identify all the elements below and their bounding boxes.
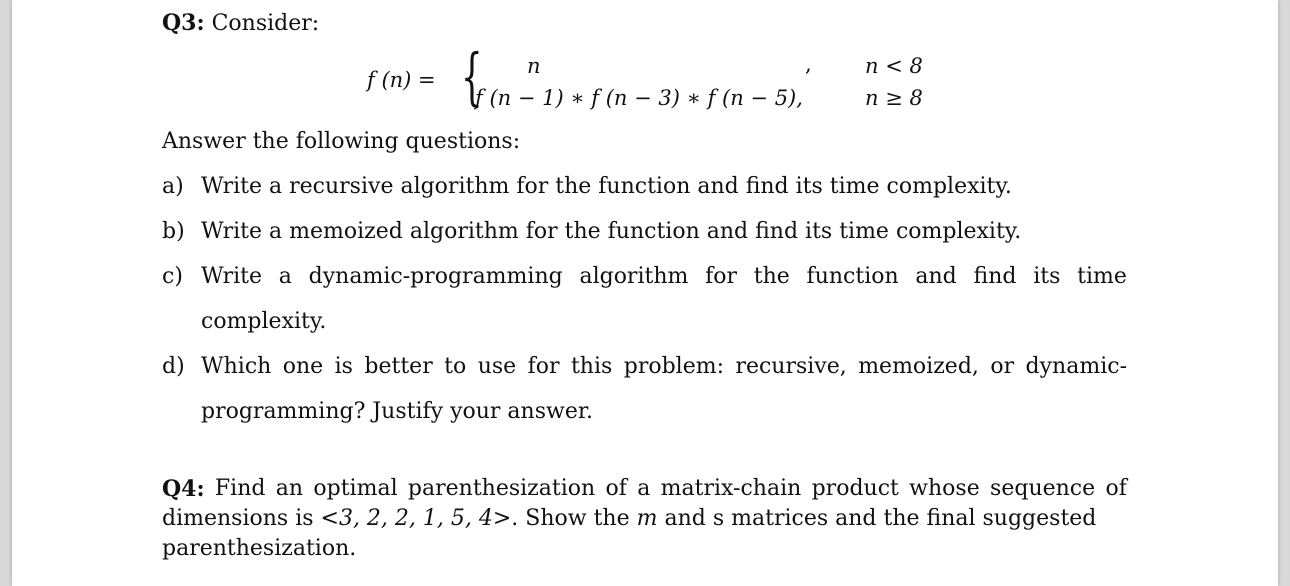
q3-heading: [162, 8, 319, 39]
item-c-letter: c): [162, 264, 183, 289]
q4-line3: parenthesization.: [162, 536, 357, 561]
q4-line1: [162, 474, 1127, 504]
q4-dimensions: <3, 2, 2, 1, 5, 4>: [320, 506, 512, 531]
q4-line2-part-c: and s matrices and the final suggested: [657, 506, 1097, 531]
formula-lhs: f (n) =: [367, 68, 436, 92]
formula-brace: {: [461, 40, 483, 113]
word: time: [1077, 264, 1127, 289]
word: and: [915, 264, 957, 289]
item-b-text: Write a memoized algorithm for the function and find its time complexity.: [201, 219, 1022, 244]
word: of: [605, 476, 627, 501]
q3-intro: Answer the following questions:: [162, 129, 521, 154]
formula-case1-expression: n: [527, 54, 541, 78]
word: whose: [909, 476, 980, 501]
word: sequence: [990, 476, 1096, 501]
word: better: [364, 354, 433, 379]
word: optimal: [313, 476, 398, 501]
piecewise-formula: [367, 40, 947, 116]
word: Which: [201, 354, 272, 379]
word: function: [806, 264, 899, 289]
q4-label: Q4:: [162, 476, 205, 502]
word: Find: [214, 476, 266, 501]
item-d-line2: programming? Justify your answer.: [201, 399, 593, 424]
word: its: [1033, 264, 1061, 289]
item-b-letter: b): [162, 219, 185, 244]
word: dynamic-: [1025, 354, 1127, 379]
word: problem:: [623, 354, 724, 379]
word: dynamic-programming: [308, 264, 563, 289]
q4-line2-part-a: dimensions is: [162, 506, 321, 531]
word: matrix-chain: [660, 476, 802, 501]
item-a-letter: a): [162, 174, 184, 199]
formula-case2-expression: f (n − 1) ∗ f (n − 3) ∗ f (n − 5),: [475, 86, 803, 110]
formula-case2-condition: n ≥ 8: [865, 86, 923, 110]
word: product: [811, 476, 899, 501]
word: parenthesization: [407, 476, 596, 501]
word: algorithm: [579, 264, 689, 289]
word: find: [973, 264, 1017, 289]
word: this: [570, 354, 613, 379]
word: an: [275, 476, 304, 501]
word: use: [477, 354, 517, 379]
word: the: [753, 264, 790, 289]
q3-title-text: Consider:: [204, 11, 320, 36]
word: memoized,: [858, 354, 979, 379]
word: to: [444, 354, 467, 379]
q4-m-symbol: m: [636, 506, 658, 531]
formula-case1-condition: n < 8: [865, 54, 923, 78]
word: for: [705, 264, 738, 289]
word: for: [527, 354, 560, 379]
word: a: [278, 264, 292, 289]
q4-line2-part-b: . Show the: [511, 506, 637, 531]
q4-line2: [162, 504, 1127, 534]
item-c-line2: complexity.: [201, 309, 327, 334]
word: Write: [201, 264, 263, 289]
word: recursive,: [735, 354, 847, 379]
word: a: [637, 476, 651, 501]
document-page: [12, 0, 1278, 586]
q4-block: [162, 474, 1127, 564]
item-a-text: Write a recursive algorithm for the function and find its time complexity.: [201, 174, 1012, 199]
word: one: [282, 354, 324, 379]
word: of: [1105, 476, 1127, 501]
item-d-line1: [201, 352, 1127, 382]
word: is: [334, 354, 353, 379]
item-c-line1: [201, 262, 1127, 292]
item-d-letter: d): [162, 354, 185, 379]
word: or: [990, 354, 1015, 379]
q3-label: Q3:: [162, 10, 205, 36]
formula-case1-comma: ,: [805, 52, 812, 76]
